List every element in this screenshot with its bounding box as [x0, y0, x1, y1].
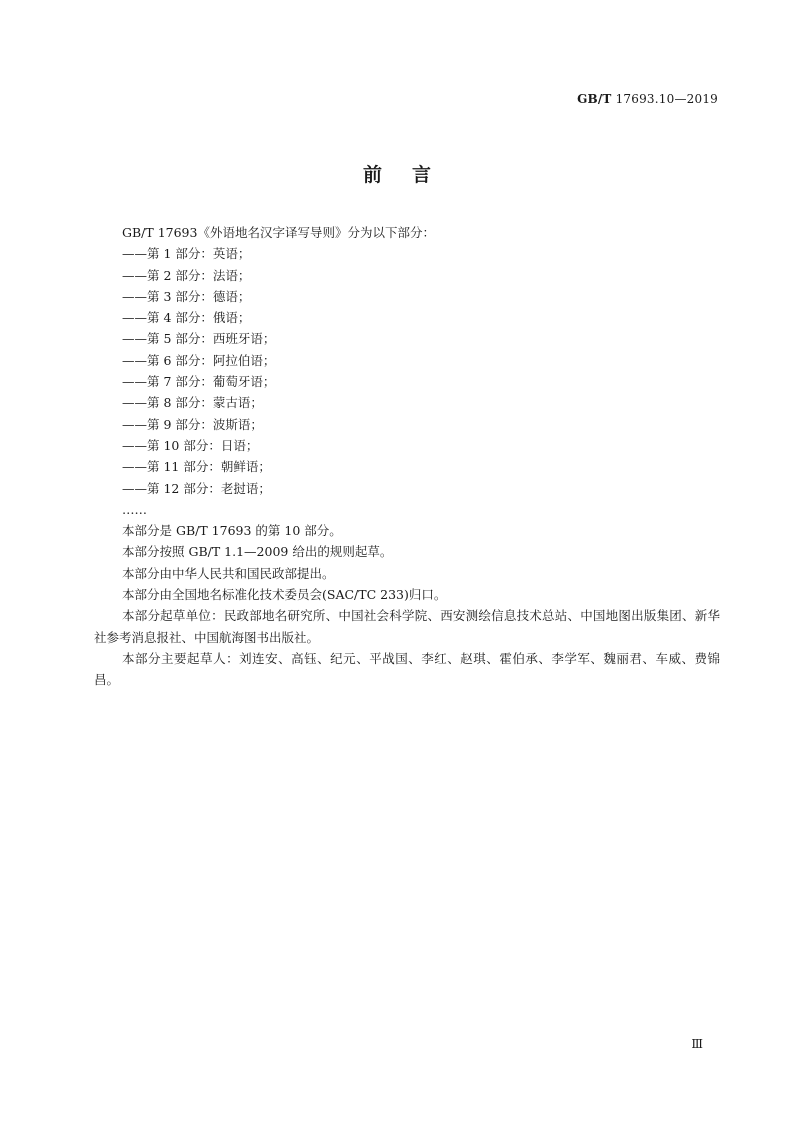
standard-code: [577, 92, 718, 106]
paragraph-drafting-rules: 本部分按照 GB/T 1.1—2009 给出的规则起草。: [122, 544, 393, 560]
part-list-item: ——第 2 部分：法语；: [122, 267, 251, 283]
part-list-item: ——第 9 部分：波斯语；: [122, 416, 263, 432]
standard-code-prefix: GB/T: [577, 92, 612, 106]
part-list-item: ——第 11 部分：朝鲜语；: [122, 459, 271, 475]
intro-paragraph: GB/T 17693《外语地名汉字译写导则》分为以下部分：: [122, 225, 435, 240]
list-ellipsis: ……: [122, 501, 147, 517]
page-number: Ⅲ: [691, 1037, 703, 1051]
foreword-body: [94, 222, 720, 691]
standard-code-number: 17693.10—2019: [615, 92, 718, 106]
part-list-item: ——第 7 部分：葡萄牙语；: [122, 374, 276, 390]
paragraph-centralized-by: 本部分由全国地名标准化技术委员会(SAC/TC 233)归口。: [122, 587, 447, 603]
page-title: 前言: [362, 164, 461, 186]
part-list-item: ——第 5 部分：西班牙语；: [122, 331, 276, 347]
part-list-item: ——第 6 部分：阿拉伯语；: [122, 352, 276, 368]
paragraph-part-number: 本部分是 GB/T 17693 的第 10 部分。: [122, 523, 342, 539]
part-list-item: ——第 8 部分：蒙古语；: [122, 395, 263, 411]
paragraph-proposed-by: 本部分由中华人民共和国民政部提出。: [122, 565, 335, 581]
part-list-item: ——第 12 部分：老挝语；: [122, 480, 271, 496]
paragraph-main-drafters: 本部分主要起草人：刘连安、高钰、纪元、平战国、李红、赵琪、霍伯承、李学军、魏丽君、车威、费锦昌。: [94, 650, 720, 688]
paragraph-drafting-units: 本部分起草单位：民政部地名研究所、中国社会科学院、西安测绘信息技术总站、中国地图出版集团、新华社参考消息报社、中国航海图书出版社。: [94, 608, 720, 645]
part-list-item: ——第 4 部分：俄语；: [122, 310, 251, 326]
part-list-item: ——第 3 部分：德语；: [122, 288, 251, 304]
part-list-item: ——第 10 部分：日语；: [122, 437, 259, 453]
part-list-item: ——第 1 部分：英语；: [122, 246, 251, 262]
